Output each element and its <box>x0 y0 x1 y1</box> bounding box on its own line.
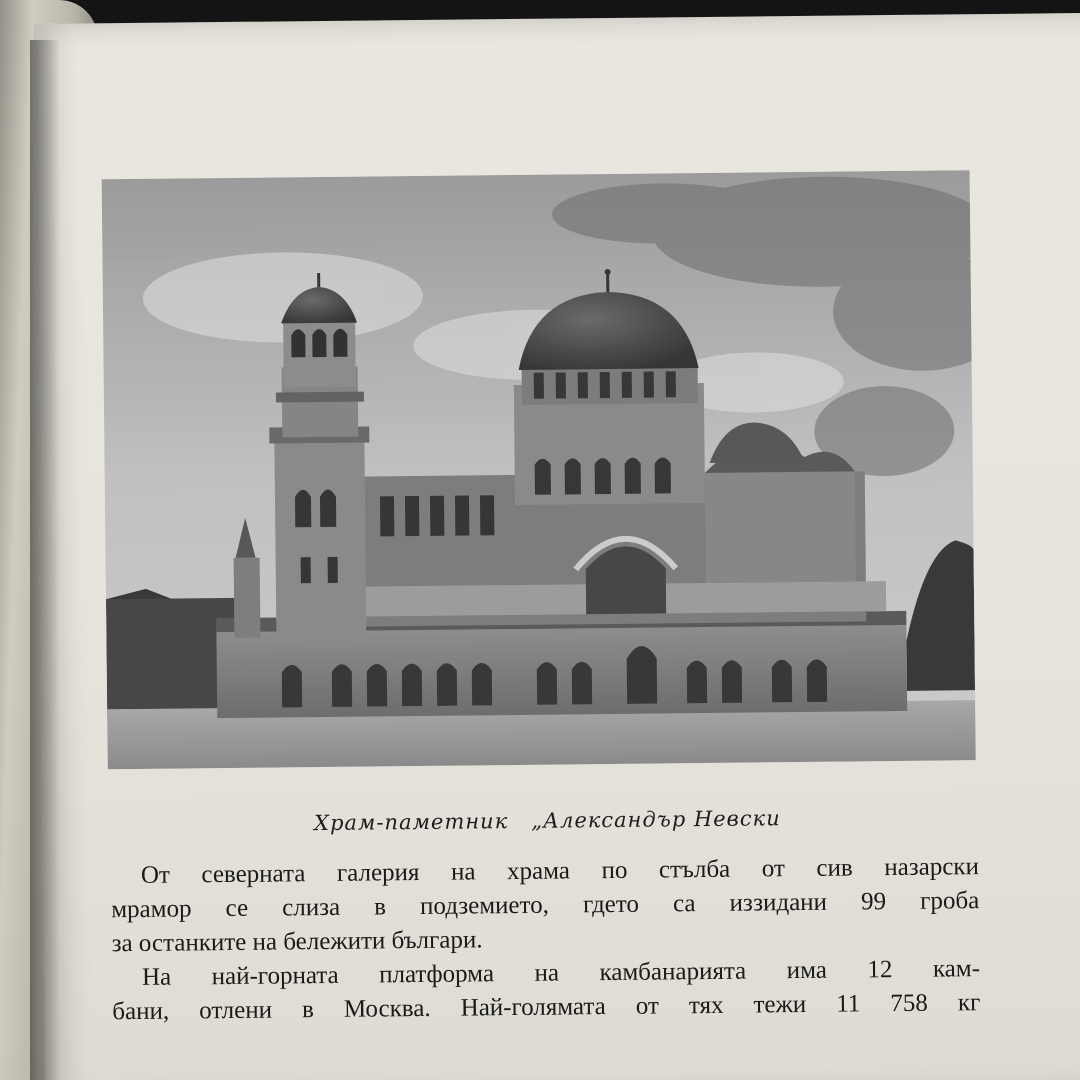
caption-subject: „Александър Невски <box>531 806 781 833</box>
text-line: мрамор се слиза в подземието, гдето са иззидани 99 гроба <box>111 887 980 924</box>
text-line: От северната галерия на храма по стълба от сив назарски <box>140 853 980 889</box>
book-gutter-shadow <box>30 40 60 1080</box>
photo-caption <box>42 803 1052 838</box>
paragraph-1 <box>111 850 980 961</box>
text-line: На най-горната платформа на камбанарията има 12 кам- <box>141 955 981 991</box>
cathedral-illustration <box>102 170 976 769</box>
caption-title: Храм-паметник <box>313 809 509 836</box>
text-line: за останките на бележити българи. <box>111 926 483 958</box>
body-text <box>111 850 981 1029</box>
text-line: бани, отлени в Москва. Най-голямата от тях тежи 11 758 кг <box>112 989 981 1026</box>
cathedral-photograph <box>102 170 976 769</box>
book-page <box>34 13 1080 1080</box>
paragraph-2 <box>112 952 981 1029</box>
